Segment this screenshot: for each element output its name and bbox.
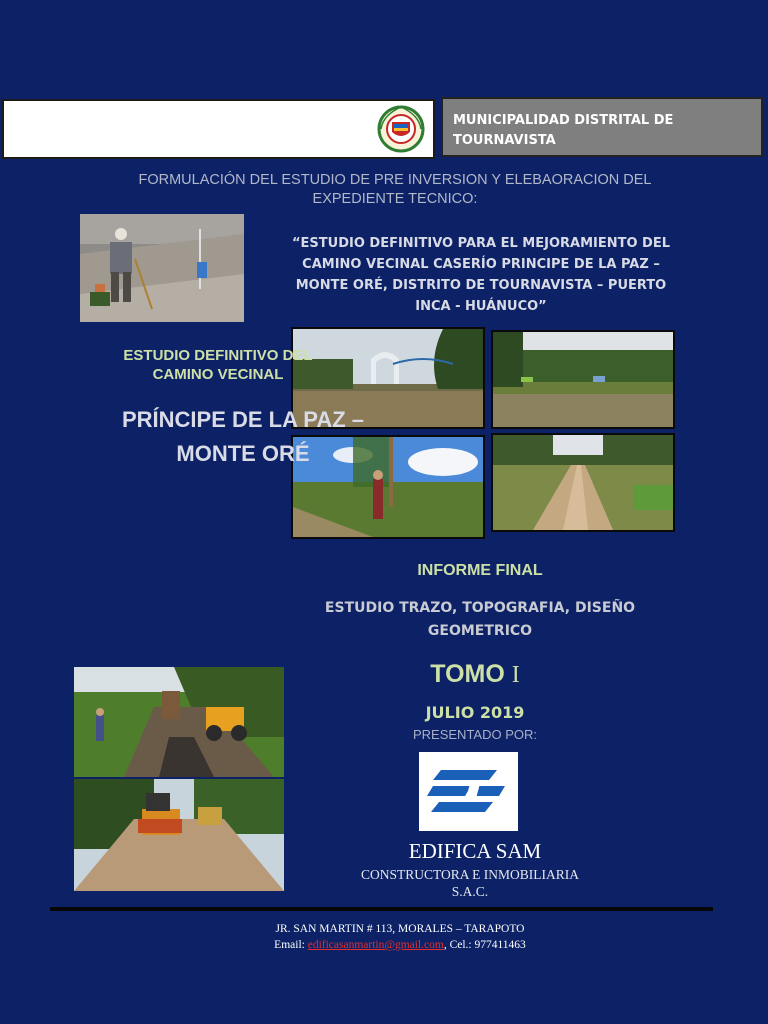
report-date: JULIO 2019 [425, 703, 525, 722]
phone-label: , Cel.: [443, 939, 475, 951]
project-title-line1: “ESTUDIO DEFINITIVO PARA EL MEJORAMIENTO DEL [291, 236, 671, 251]
footer-address: JR. SAN MARTIN # 113, MORALES – TARAPOTO [275, 923, 525, 935]
company-type-line1: CONSTRUCTORA E INMOBILIARIA [360, 867, 579, 882]
presented-by-label: PRESENTADO POR: [412, 727, 537, 742]
study-scope-line1: ESTUDIO TRAZO, TOPOGRAFIA, DISEÑO [324, 600, 636, 616]
informe-final-label: INFORME FINAL [417, 562, 543, 579]
project-title-line2: CAMINO VECINAL CASERÍO PRINCIPE DE LA PAZ – [302, 257, 660, 272]
phone-number: 977411463 [474, 939, 526, 951]
study-title-line2: MONTE ORÉ [176, 441, 310, 466]
email-label: Email: [274, 939, 308, 951]
footer-contact-line [100, 937, 700, 953]
tomo-number: I [511, 662, 520, 688]
tomo-heading [380, 660, 570, 689]
study-title [78, 403, 408, 471]
study-subtitle-line1: ESTUDIO DEFINITIVO DEL [123, 347, 313, 364]
edifica-sam-logo [419, 752, 518, 831]
project-title-line3: MONTE ORÉ, DISTRITO DE TOURNAVISTA – PUERTO [295, 278, 667, 293]
company-type [310, 866, 630, 900]
formulacion-line1: FORMULACIÓN DEL ESTUDIO DE PRE INVERSION Y ELEBAORACION DEL [138, 172, 652, 188]
company-type-line2: S.A.C. [451, 884, 489, 899]
study-scope-line2: GEOMETRICO [427, 623, 533, 639]
project-title-line4: INCA - HUÁNUCO” [415, 299, 547, 314]
study-scope [295, 597, 665, 643]
study-title-line1: PRÍNCIPE DE LA PAZ – [121, 407, 365, 432]
footer-divider [50, 907, 713, 911]
edifica-logo-icon [419, 752, 518, 831]
dirt-road-photo [491, 433, 675, 532]
study-subtitle-line2: CAMINO VECINAL [152, 366, 284, 383]
municipality-seal-icon [377, 104, 425, 154]
municipality-name-box [441, 97, 763, 157]
formulacion-line2: EXPEDIENTE TECNICO: [312, 191, 478, 207]
surveyor-photo [80, 214, 244, 322]
tomo-label: TOMO [430, 660, 505, 688]
header-white-bar [2, 99, 435, 159]
footer-contact [100, 921, 700, 953]
study-subtitle [88, 346, 348, 384]
email-link[interactable]: edificasanmartin@gmail.com [307, 939, 444, 951]
road-construction-photo-2 [74, 779, 284, 891]
municipality-line2: TOURNAVISTA [453, 133, 556, 148]
formulacion-heading [100, 171, 690, 209]
company-name: EDIFICA SAM [408, 839, 542, 863]
project-title [266, 233, 696, 317]
municipality-line1: MUNICIPALIDAD DISTRITAL DE [453, 113, 674, 128]
field-photo [491, 330, 675, 429]
road-construction-photo-1 [74, 667, 284, 777]
